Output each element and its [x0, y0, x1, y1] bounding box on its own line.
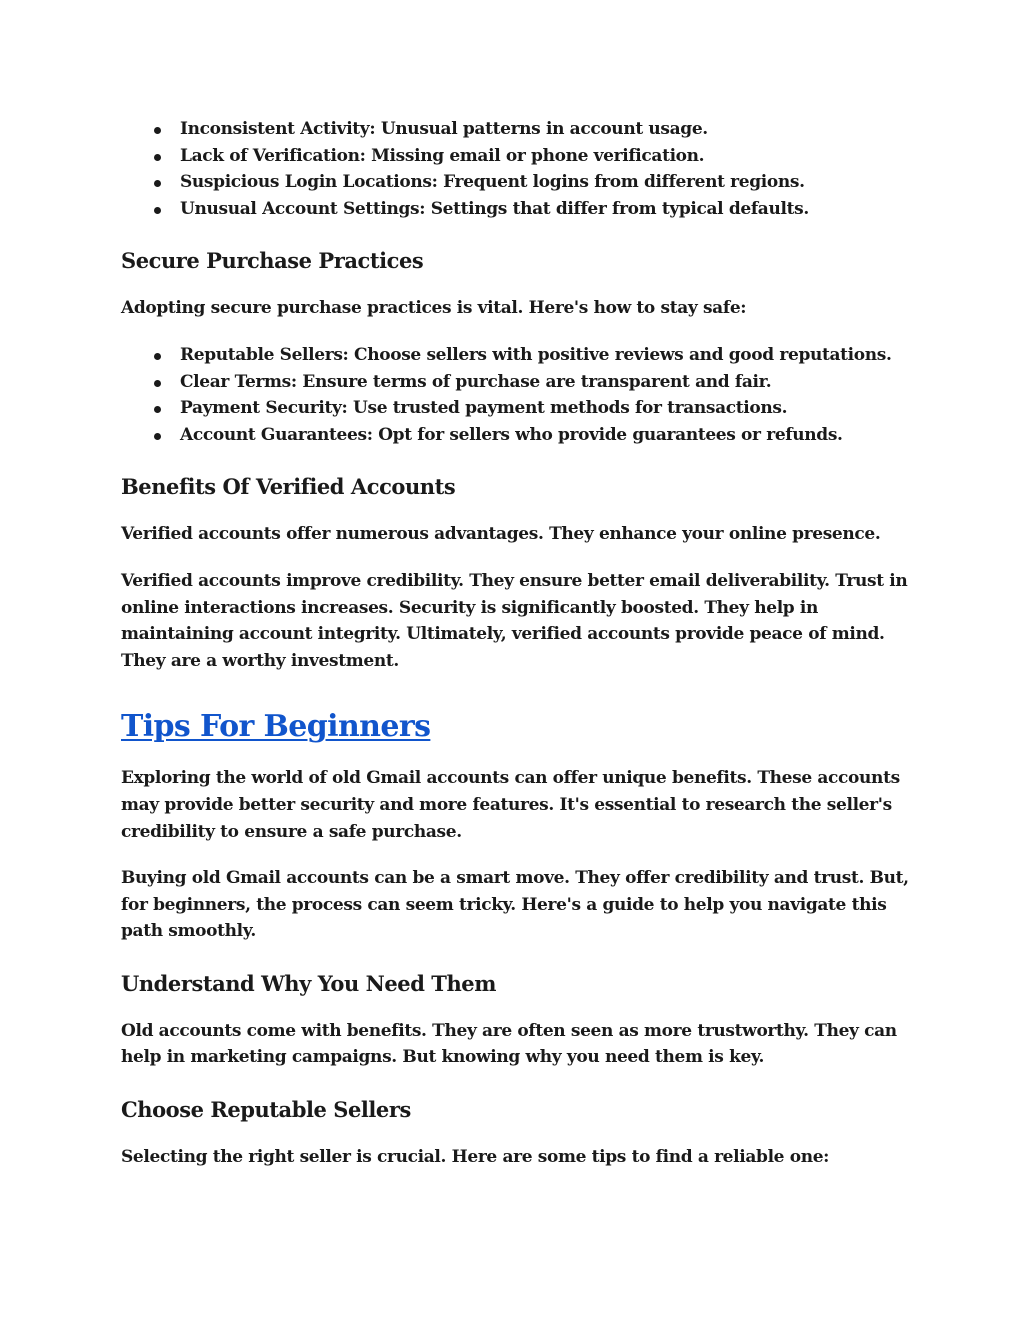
understand-paragraph: Old accounts come with benefits. They are often seen as more trustworthy. They can help in marketing campaigns. But knowing why you need them is key.: [121, 1020, 897, 1068]
document-page: [121, 116, 911, 1171]
tips-for-beginners-heading-link[interactable]: Tips For Beginners: [121, 709, 431, 745]
list-item: [121, 342, 911, 369]
list-item-text: Account Guarantees: Opt for sellers who provide guarantees or refunds.: [180, 424, 843, 445]
bullet-icon: [154, 207, 161, 214]
warning-signs-list: [121, 116, 911, 222]
list-item-text: Clear Terms: Ensure terms of purchase are transparent and fair.: [180, 371, 772, 392]
bullet-icon: [154, 127, 161, 134]
list-item: [121, 422, 911, 449]
list-item: [121, 369, 911, 396]
understand-heading: Understand Why You Need Them: [121, 970, 496, 996]
list-item: [121, 169, 911, 196]
list-item: [121, 196, 911, 223]
list-item: [121, 116, 911, 143]
bullet-icon: [154, 180, 161, 187]
list-item: [121, 395, 911, 422]
list-item-text: Lack of Verification: Missing email or phone verification.: [180, 145, 705, 166]
benefits-paragraph-1: Verified accounts offer numerous advantages. They enhance your online presence.: [121, 524, 881, 545]
bullet-icon: [154, 380, 161, 387]
list-item-text: Suspicious Login Locations: Frequent logins from different regions.: [180, 172, 805, 193]
secure-purchase-intro: Adopting secure purchase practices is vital. Here's how to stay safe:: [121, 298, 747, 319]
list-item-text: Unusual Account Settings: Settings that differ from typical defaults.: [180, 198, 809, 219]
list-item-text: Payment Security: Use trusted payment methods for transactions.: [180, 398, 788, 419]
choose-sellers-paragraph: Selecting the right seller is crucial. Here are some tips to find a reliable one:: [121, 1147, 830, 1168]
bullet-icon: [154, 154, 161, 161]
bullet-icon: [154, 353, 161, 360]
list-item-text: Inconsistent Activity: Unusual patterns in account usage.: [180, 119, 708, 139]
bullet-icon: [154, 433, 161, 440]
list-item: [121, 143, 911, 170]
list-item-text: Reputable Sellers: Choose sellers with positive reviews and good reputations.: [180, 344, 892, 365]
choose-sellers-heading: Choose Reputable Sellers: [121, 1097, 411, 1123]
benefits-heading: Benefits Of Verified Accounts: [121, 474, 456, 500]
secure-purchase-heading: Secure Purchase Practices: [121, 248, 424, 274]
tips-paragraph-2: Buying old Gmail accounts can be a smart move. They offer credibility and trust. But, for beginners, the process can seem tricky. Here's a guide to help you navigate this path smoothly.: [121, 868, 909, 942]
secure-purchase-list: [121, 342, 911, 448]
bullet-icon: [154, 406, 161, 413]
tips-paragraph-1: Exploring the world of old Gmail accounts can offer unique benefits. These accounts may provide better security and more features. It's essential to research the seller's credibility to ensure a safe purchase.: [121, 768, 900, 842]
benefits-paragraph-2: Verified accounts improve credibility. They ensure better email deliverability. Trust in online interactions increases. Security is significantly boosted. They help in maintaining account integrity. Ultimately, verified accounts provide peace of mind. They are a worthy investment.: [121, 570, 908, 671]
